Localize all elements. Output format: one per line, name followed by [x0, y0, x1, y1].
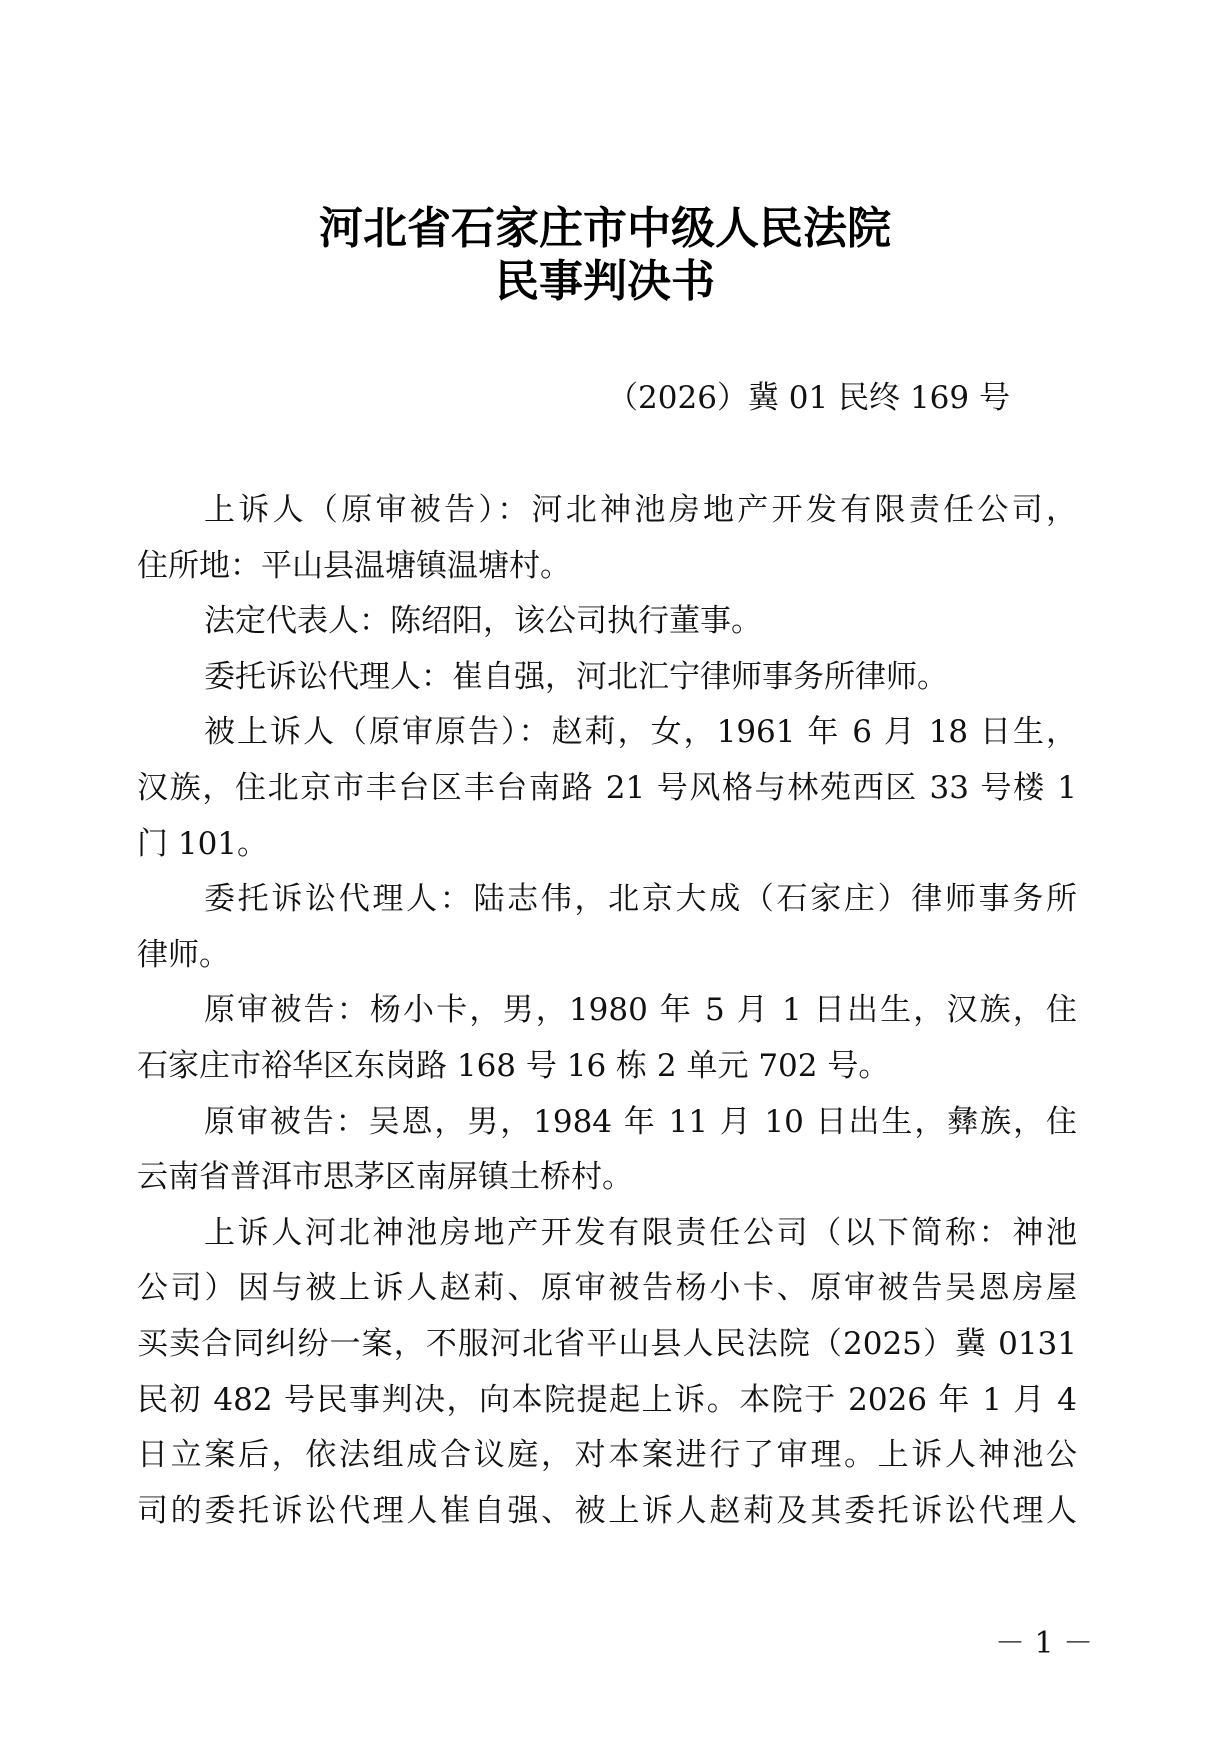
body-line: 原审被告：杨小卡，男，1980 年 5 月 1 日出生，汉族，住 — [204, 992, 1077, 1029]
body-line: 上诉人河北神池房地产开发有限责任公司（以下简称：神池 — [204, 1214, 1077, 1251]
page-number: － 1 － — [995, 1626, 1094, 1661]
court-name-title: 河北省石家庄市中级人民法院 — [319, 203, 891, 254]
body-line: 汉族，住北京市丰台区丰台南路 21 号风格与林苑西区 33 号楼 1 — [137, 769, 1077, 806]
body-line: 法定代表人：陈绍阳，该公司执行董事。 — [204, 603, 762, 640]
body-line: 上诉人（原审被告）：河北神池房地产开发有限责任公司， — [204, 492, 1077, 528]
case-number: （2026）冀 01 民终 169 号 — [607, 380, 1010, 416]
body-line: 门 101。 — [137, 825, 269, 862]
body-line: 日立案后，依法组成合议庭，对本案进行了审理。上诉人神池公 — [137, 1437, 1077, 1474]
body-line: 司的委托诉讼代理人崔自强、被上诉人赵莉及其委托诉讼代理人 — [137, 1492, 1077, 1529]
body-line: 公司）因与被上诉人赵莉、原审被告杨小卡、原审被告吴恩房屋 — [137, 1270, 1077, 1307]
body-line: 住所地：平山县温塘镇温塘村。 — [137, 547, 571, 584]
body-line: 云南省普洱市思茅区南屏镇土桥村。 — [137, 1159, 633, 1196]
body-line: 原审被告：吴恩，男，1984 年 11 月 10 日出生，彝族，住 — [204, 1103, 1077, 1140]
body-line: 律师。 — [137, 936, 230, 973]
body-line: 石家庄市裕华区东岗路 168 号 16 栋 2 单元 702 号。 — [137, 1047, 890, 1084]
document-body — [137, 483, 1077, 1539]
document-type-title: 民事判决书 — [495, 256, 715, 307]
body-line: 被上诉人（原审原告）：赵莉，女，1961 年 6 月 18 日生， — [204, 714, 1077, 751]
body-line: 委托诉讼代理人：崔自强，河北汇宁律师事务所律师。 — [204, 658, 948, 695]
body-line: 民初 482 号民事判决，向本院提起上诉。本院于 2026 年 1 月 4 — [137, 1381, 1077, 1418]
body-line: 委托诉讼代理人：陆志伟，北京大成（石家庄）律师事务所 — [204, 881, 1077, 918]
body-line: 买卖合同纠纷一案，不服河北省平山县人民法院（2025）冀 0131 — [137, 1325, 1077, 1362]
